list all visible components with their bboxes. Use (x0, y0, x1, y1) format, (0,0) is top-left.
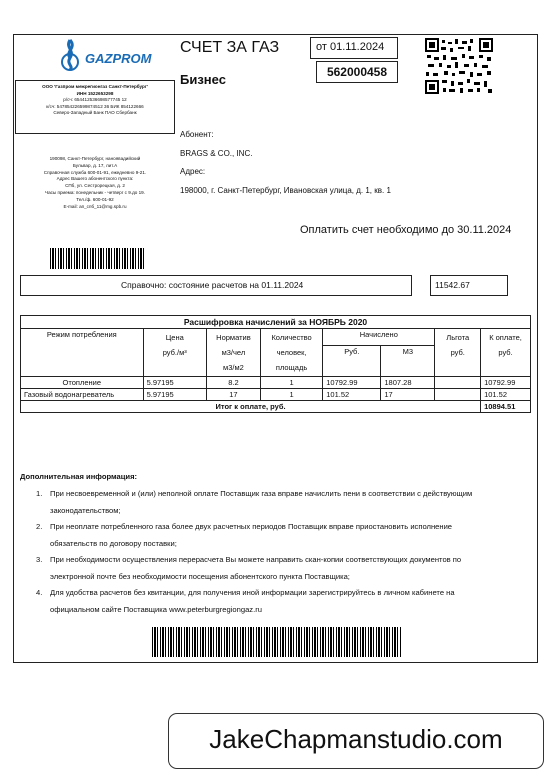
row-qty: 1 (260, 377, 322, 389)
bottom-barcode (152, 627, 402, 657)
org-name: ООО 'Газпром межрегионгаз Санкт-Петербург' (42, 84, 148, 89)
header-price-line: руб./м³ (162, 348, 187, 357)
header-norm-line: м3/м2 (223, 363, 244, 372)
org-ks: к/сч: 547854226599874512 36 БИК 854122666 (46, 103, 144, 109)
qr-code (424, 37, 494, 95)
header-qty-line: Количество (271, 333, 312, 342)
address-label: Адрес: (180, 167, 206, 176)
list-item (20, 486, 525, 519)
item-text: При неоплате потребленного газа более двух расчетных периодов Поставщик вправе приостановить исполнение (50, 522, 453, 531)
item-number: 2. (36, 522, 43, 531)
item-text: официальном сайте Поставщика www.peterburgregiongaz.ru (50, 604, 262, 614)
contact-line: 190098, Санкт-Петербург, наноявадийский (49, 156, 141, 161)
contact-line: Бульвар, д. 17, лит.А (72, 162, 118, 168)
subscriber-address: 198000, г. Санкт-Петербург, Ивановская улица, д. 1, кв. 1 (180, 186, 391, 195)
row-benefit (435, 377, 481, 389)
header-qty-line: человек, (276, 348, 307, 357)
invoice-number: 562000458 (316, 61, 398, 83)
list-item (20, 552, 525, 585)
header-benefit-line: Льгота (446, 333, 470, 342)
total-label: Итог к оплате, руб. (21, 401, 481, 413)
row-norm: 8.2 (206, 377, 260, 389)
flame-icon (55, 38, 85, 72)
header-topay-line: К оплате, (489, 333, 522, 342)
reference-status: Справочно: состояние расчетов на 01.11.2024 (20, 275, 412, 296)
item-number: 1. (36, 489, 43, 498)
total-value: 10894.51 (481, 401, 531, 413)
total-row (21, 401, 531, 413)
header-qty-line: площадь (275, 363, 308, 372)
contact-line: Адрес Вашего абонентского пункта: (56, 176, 134, 182)
gazprom-logo (55, 38, 175, 74)
header-benefit (435, 329, 481, 377)
row-qty: 1 (260, 389, 322, 401)
logo-text: GAZPROM (85, 51, 152, 66)
header-benefit-line: руб. (450, 348, 465, 357)
organization-details (15, 80, 175, 134)
contact-line: СПб, ул. Сестрорецкая, д. 2 (65, 183, 125, 189)
row-benefit (435, 389, 481, 401)
invoice-title: СЧЕТ ЗА ГАЗ (180, 39, 280, 56)
contact-line: E-mail: ап_спб_11@mg.spb.ru (63, 203, 127, 209)
row-price: 5.97195 (143, 377, 206, 389)
contact-line: Часы приема: понедельник - четверг с 9.до 19. (45, 189, 145, 195)
table-title: Расшифровка начислений за НОЯБРЬ 2020 (21, 316, 531, 329)
header-norm-line: Норматив (216, 333, 251, 342)
table-row (21, 389, 531, 401)
header-price-line: Цена (165, 333, 184, 342)
row-rub: 101.52 (323, 389, 381, 401)
row-m3: 1807.28 (381, 377, 435, 389)
item-number: 4. (36, 588, 43, 597)
header-qty (260, 329, 322, 377)
additional-info-title: Дополнительная информация: (20, 472, 138, 481)
invoice-type: Бизнес (180, 72, 226, 87)
header-norm (206, 329, 260, 377)
watermark-label: JakeChapmanstudio.com (168, 713, 544, 769)
row-mode: Газовый водонагреватель (21, 389, 144, 401)
table-header-row (21, 329, 531, 346)
reference-value: 11542.67 (430, 275, 508, 296)
org-rs: р/сч: 654412536698577745 12 (63, 97, 127, 103)
header-price (143, 329, 206, 377)
row-mode: Отопление (21, 377, 144, 389)
header-topay (481, 329, 531, 377)
invoice-date: от 01.11.2024 (310, 37, 398, 59)
subscriber-label: Абонент: (180, 130, 214, 139)
additional-info-list (20, 486, 525, 618)
header-accrued: Начислено (323, 329, 435, 346)
header-m3: М3 (381, 346, 435, 377)
pay-by-date: Оплатить счет необходимо до 30.11.2024 (300, 224, 512, 236)
subscriber-name: BRAGS & CO., INC. (180, 149, 253, 158)
table-title-row (21, 316, 531, 329)
org-bank: Северо-Западный Банк ПАО Сбербанк (53, 110, 137, 116)
table-row (21, 377, 531, 389)
left-barcode (50, 248, 144, 269)
row-norm: 17 (206, 389, 260, 401)
header-topay-line: руб. (498, 348, 513, 357)
item-text: законодательством; (50, 505, 121, 515)
item-text: Для удобства расчетов без квитанции, для получения иной информации зарегистрируйтесь в личном кабинете на (50, 588, 455, 597)
org-inn: ИНН 1522653298 (76, 90, 114, 96)
header-rub: Руб. (323, 346, 381, 377)
item-text: При необходимости осуществления перерасчета Вы можете направить скан-копии соответствующих документов по (50, 555, 462, 564)
item-text: При несвоевременной и (или) неполной оплате Поставщик газа вправе начислить пени в соответствии с действующим (50, 489, 473, 498)
item-number: 3. (36, 555, 43, 564)
list-item (20, 585, 525, 618)
row-topay: 101.52 (481, 389, 531, 401)
row-m3: 17 (381, 389, 435, 401)
contact-info (20, 156, 170, 210)
charges-table (20, 315, 531, 413)
header-norm-line: м3/чел (221, 348, 246, 357)
row-price: 5.97195 (143, 389, 206, 401)
header-mode: Режим потребления (21, 329, 144, 377)
item-text: обязательств по договору поставки; (50, 538, 177, 548)
contact-line: Тел./ф. 600-01-92 (76, 196, 114, 202)
row-topay: 10792.99 (481, 377, 531, 389)
list-item (20, 519, 525, 552)
contact-line: Справочная служба 600-01-91, ежедневно 9-21. (43, 169, 147, 175)
item-text: электронной почте без необходимости посещения абонентского пункта Поставщика; (50, 571, 350, 581)
row-rub: 10792.99 (323, 377, 381, 389)
